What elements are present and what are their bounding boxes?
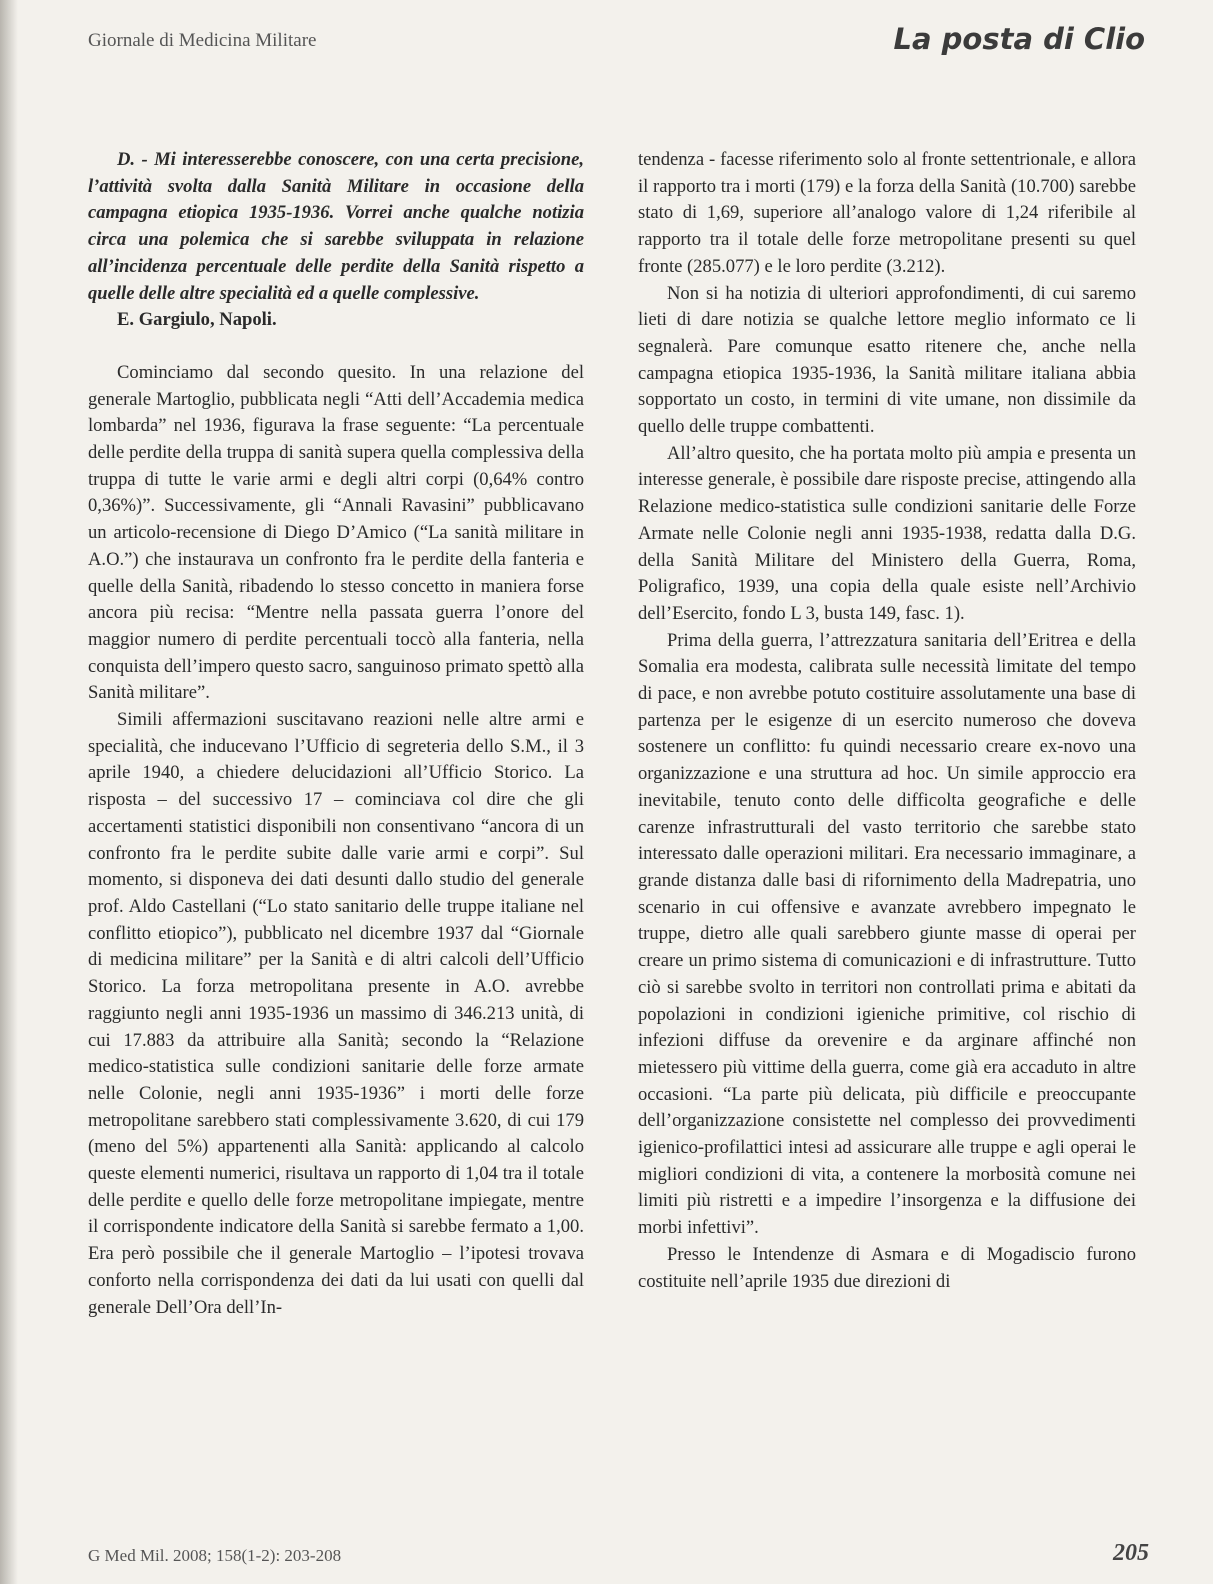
reader-question: D. - Mi interesserebbe conoscere, con una certa precisione, l’attività svolta dalla Sanità Militare in occasione della campagna etiopica 1935-1936. Vorrei anche qualche notizia circa una polemica che si sarebbe sviluppata in relazione all’incidenza percentuale delle perdite della Sanità rispetto a quelle delle altre specialità ed a quelle complessive. xyxy=(88,149,584,304)
right-column xyxy=(638,147,1136,1295)
answer-paragraph-5: All’altro quesito, che ha portata molto più ampia e presenta un interesse generale, è possibile dare risposte precise, attingendo alla Relazione medico-statistica sulle condizioni sanitarie delle Forze Armate nelle Colonie negli anni 1935-1938, redatta dalla D.G. della Sanità Militare del Ministero della Guerra, Roma, Poligrafico, 1939, una copia della quale esiste nell’Archivio dell’Esercito, fondo L 3, busta 149, fasc. 1). xyxy=(638,442,1136,624)
answer-paragraph-1: Cominciamo dal secondo quesito. In una relazione del generale Martoglio, pubblicata negli “Atti dell’Accademia medica lombarda” nel 1936, figurava la frase seguente: “La percentuale delle perdite della truppa di sanità supera quella complessiva della truppa di tutte le varie armi e degli altri corpi (0,64% contro 0,36%)”. Successivamente, gli “Annali Ravasini” pubblicavano un articolo-recensione di Diego D’Amico (“La sanità militare in A.O.”) che instaurava un confronto fra le perdite della fanteria e quelle della Sanità, ribadendo lo stesso concetto in maniera forse ancora più recisa: “Mentre nella passata guerra l’onore del maggior numero di perdite percentuali toccò alla fanteria, nella conquista dell’impero questo sacro, sanguinoso primato spettò alla Sanità militare”. xyxy=(88,361,584,704)
answer-paragraph-7: Presso le Intendenze di Asmara e di Mogadiscio furono costituite nell’aprile 1935 due direzioni di xyxy=(638,1243,1136,1292)
answer-paragraph-4: Non si ha notizia di ulteriori approfondimenti, di cui saremo lieti di dare notizia se qualche lettore meglio informato ce li segnalerà. Pare comunque esatto ritenere che, anche nella campagna etiopica 1935-1936, la Sanità militare italiana abbia sopportato un costo, in termini di vite umane, non dissimile da quello delle truppe combattenti. xyxy=(638,282,1136,438)
page-binding-shadow xyxy=(0,0,18,1584)
answer-paragraph-2: Simili affermazioni suscitavano reazioni nelle altre armi e specialità, che inducevano l’Ufficio di segreteria dello S.M., il 3 aprile 1940, a chiedere delucidazioni all’Ufficio Storico. La risposta – del successivo 17 – cominciava col dire che gli accertamenti statistici disponibili non consentivano “ancora di un confronto fra le perdite subite dalle varie armi e corpi”. Sul momento, si disponeva dei dati desunti dallo studio del generale prof. Aldo Castellani (“Lo stato sanitario delle truppe italiane nel conflitto etiopico”), pubblicato nel dicembre 1937 dal “Giornale di medicina militare” per la Sanità e di altri calcoli dell’Ufficio Storico. La forza metropolitana presente in A.O. avrebbe raggiunto negli anni 1935-1936 un massimo di 346.213 unità, di cui 17.883 da attribuire alla Sanità; secondo la “Relazione medico-statistica sulle condizioni sanitarie delle forze armate nelle Colonie, negli anni 1935-1936” i morti delle forze metropolitane sarebbero stati complessivamente 3.620, di cui 179 (meno del 5%) appartenenti alla Sanità: applicando al calcolo queste elementi numerici, risultava un rapporto di 1,04 tra il totale delle perdite e quello delle forze metropolitane impiegate, mentre il corrispondente indicatore della Sanità si sarebbe fermato a 1,00. Era però possibile che il generale Martoglio – l’ipotesi trovava conforto nella corrispondenza dei dati da lui usati con quelli dal generale Dell’Ora dell’In- xyxy=(88,709,584,1318)
section-title: La posta di Clio xyxy=(893,22,1145,56)
answer-paragraph-3: tendenza - facesse riferimento solo al fronte settentrionale, e allora il rapporto tra i morti (179) e la forza della Sanità (10.700) sarebbe stato di 1,69, superiore all’analogo valore di 1,24 riferibile al rapporto tra il totale delle forze metropolitane presenti su quel fronte (285.077) e le loro perdite (3.212). xyxy=(638,149,1136,277)
journal-citation: G Med Mil. 2008; 158(1-2): 203-208 xyxy=(88,1546,342,1565)
page-number: 205 xyxy=(1113,1540,1149,1566)
question-signature: E. Gargiulo, Napoli. xyxy=(117,309,277,331)
left-column xyxy=(88,147,584,1321)
answer-paragraph-6: Prima della guerra, l’attrezzatura sanitaria dell’Eritrea e della Somalia era modesta, calibrata sulle necessità limitate del tempo di pace, e non avrebbe potuto costituire assolutamente una base di partenza per le esigenze di un esercito numeroso che doveva sostenere un conflitto: fu quindi necessario creare ex-novo una organizzazione e una struttura ad hoc. Un simile approccio era inevitabile, tenuto conto delle difficolta geografiche e delle carenze infrastrutturali del vasto territorio che sarebbe stato interessato dalle operazioni militari. Era necessario immaginare, a grande distanza dalle basi di rifornimento della Madrepatria, uno scenario in cui offensive e avanzate avrebbero impegnato le truppe, dietro alle quali sarebbero giunte masse di operai per creare un primo sistema di comunicazioni e di infrastrutture. Tutto ciò si sarebbe svolto in territori non controllati prima e abitati da popolazioni in condizioni igieniche primitive, col rischio di infezioni diffuse da orevenire e da arginare affinché non mietessero più vittime della guerra, come già era accaduto in altre occasioni. “La parte più delicata, più difficile e preoccupante dell’organizzazione consistette nel complesso dei provvedimenti igienico-profilattici intesi ad assicurare alle truppe e agli operai le migliori condizioni di vita, a contenere la morbosità comune nei limiti più ristretti e a impedire l’insorgenza e la diffusione dei morbi infettivi”. xyxy=(638,629,1136,1239)
journal-title: Giornale di Medicina Militare xyxy=(88,30,317,51)
